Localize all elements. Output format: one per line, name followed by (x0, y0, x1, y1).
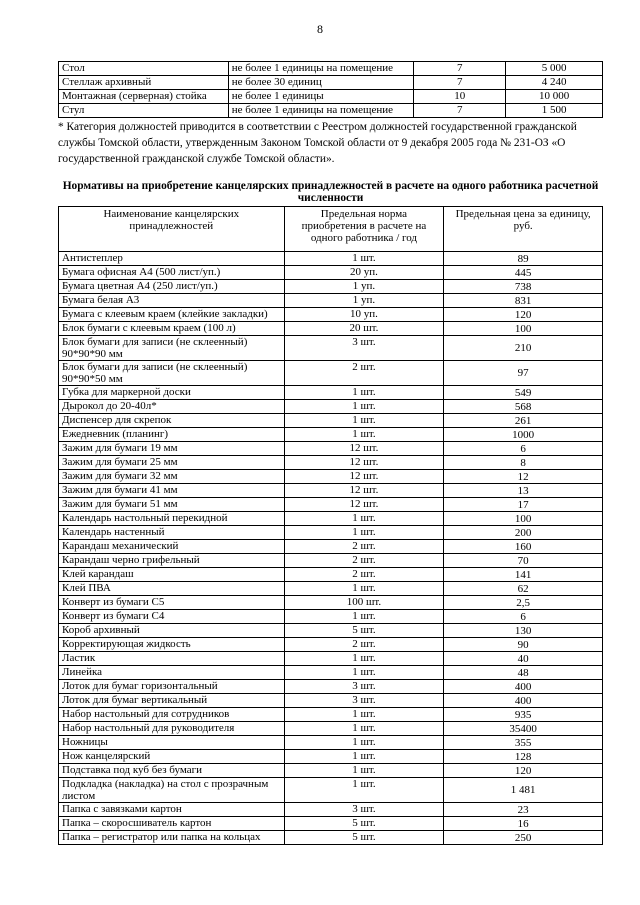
cell-years: 7 (414, 104, 506, 118)
cell-name: Зажим для бумаги 25 мм (59, 456, 285, 470)
cell-name: Дырокол до 20-40л* (59, 400, 285, 414)
cell-name: Бумага белая А3 (59, 294, 285, 308)
cell-name: Монтажная (серверная) стойка (59, 90, 229, 104)
cell-norm: не более 30 единиц (228, 76, 414, 90)
cell-norm: 2 шт. (284, 361, 444, 386)
table-row (59, 90, 603, 104)
cell-norm: 1 шт. (284, 526, 444, 540)
table-row (59, 336, 603, 361)
table-row (59, 322, 603, 336)
table-row (59, 764, 603, 778)
cell-norm: 2 шт. (284, 568, 444, 582)
cell-price: 97 (444, 361, 603, 386)
cell-price: 1 481 (444, 778, 603, 803)
table-row (59, 596, 603, 610)
cell-name: Подкладка (накладка) на стол с прозрачным листом (59, 778, 285, 803)
table-header-row (59, 207, 603, 252)
cell-norm: не более 1 единицы на помещение (228, 62, 414, 76)
cell-norm: не более 1 единицы на помещение (228, 104, 414, 118)
cell-name: Календарь настольный перекидной (59, 512, 285, 526)
cell-price: 210 (444, 336, 603, 361)
cell-name: Стеллаж архивный (59, 76, 229, 90)
cell-price: 4 240 (506, 76, 603, 90)
cell-price: 120 (444, 764, 603, 778)
cell-norm: 5 шт. (284, 831, 444, 845)
cell-norm: 12 шт. (284, 498, 444, 512)
cell-price: 261 (444, 414, 603, 428)
cell-price: 200 (444, 526, 603, 540)
cell-norm: 1 уп. (284, 280, 444, 294)
cell-name: Зажим для бумаги 19 мм (59, 442, 285, 456)
cell-name: Линейка (59, 666, 285, 680)
cell-price: 400 (444, 680, 603, 694)
cell-norm: 1 шт. (284, 400, 444, 414)
cell-name: Губка для маркерной доски (59, 386, 285, 400)
table-row (59, 76, 603, 90)
table-row (59, 62, 603, 76)
table-row (59, 722, 603, 736)
cell-price: 100 (444, 512, 603, 526)
cell-price: 130 (444, 624, 603, 638)
table-row (59, 280, 603, 294)
table-row (59, 652, 603, 666)
table-row (59, 666, 603, 680)
cell-name: Карандаш черно грифельный (59, 554, 285, 568)
table-row (59, 694, 603, 708)
cell-years: 7 (414, 62, 506, 76)
table-row (59, 554, 603, 568)
table-row (59, 308, 603, 322)
cell-norm: 1 шт. (284, 582, 444, 596)
cell-norm: 1 шт. (284, 252, 444, 266)
cell-price: 120 (444, 308, 603, 322)
cell-price: 6 (444, 610, 603, 624)
cell-name: Блок бумаги для записи (не склеенный) 90*90*90 мм (59, 336, 285, 361)
cell-name: Зажим для бумаги 51 мм (59, 498, 285, 512)
table-row (59, 104, 603, 118)
cell-norm: 100 шт. (284, 596, 444, 610)
cell-price: 8 (444, 456, 603, 470)
cell-price: 355 (444, 736, 603, 750)
cell-name: Антистеплер (59, 252, 285, 266)
cell-name: Зажим для бумаги 41 мм (59, 484, 285, 498)
cell-norm: 1 шт. (284, 708, 444, 722)
cell-name: Папка – скоросшиватель картон (59, 817, 285, 831)
cell-name: Ножницы (59, 736, 285, 750)
cell-name: Папка с завязками картон (59, 803, 285, 817)
cell-name: Лоток для бумаг вертикальный (59, 694, 285, 708)
stationery-table (58, 206, 603, 845)
cell-name: Набор настольный для руководителя (59, 722, 285, 736)
cell-price: 48 (444, 666, 603, 680)
table-row (59, 778, 603, 803)
cell-price: 10 000 (506, 90, 603, 104)
cell-norm: 5 шт. (284, 817, 444, 831)
cell-price: 160 (444, 540, 603, 554)
table-row (59, 708, 603, 722)
cell-price: 90 (444, 638, 603, 652)
cell-norm: не более 1 единицы (228, 90, 414, 104)
table-row (59, 526, 603, 540)
table-row (59, 540, 603, 554)
cell-price: 5 000 (506, 62, 603, 76)
cell-norm: 3 шт. (284, 803, 444, 817)
furniture-table (58, 61, 603, 118)
table-row (59, 817, 603, 831)
cell-name: Календарь настенный (59, 526, 285, 540)
cell-norm: 5 шт. (284, 624, 444, 638)
table-row (59, 568, 603, 582)
cell-name: Клей ПВА (59, 582, 285, 596)
cell-norm: 3 шт. (284, 694, 444, 708)
cell-norm: 1 шт. (284, 736, 444, 750)
cell-price: 40 (444, 652, 603, 666)
footnote: * Категория должностей приводится в соответствии с Реестром должностей государственной гражданской службы Томской области, утвержденным Законом Томской области от 9 декабря 2005 года № 231-ОЗ «О государственной гражданской службе Томской области». (58, 121, 577, 165)
cell-norm: 20 шт. (284, 322, 444, 336)
cell-years: 10 (414, 90, 506, 104)
table-row (59, 414, 603, 428)
cell-name: Конверт из бумаги С4 (59, 610, 285, 624)
cell-price: 12 (444, 470, 603, 484)
cell-norm: 1 шт. (284, 764, 444, 778)
cell-name: Зажим для бумаги 32 мм (59, 470, 285, 484)
cell-norm: 1 шт. (284, 652, 444, 666)
table-row (59, 400, 603, 414)
cell-norm: 20 уп. (284, 266, 444, 280)
cell-name: Бумага офисная А4 (500 лист/уп.) (59, 266, 285, 280)
table-row (59, 750, 603, 764)
cell-norm: 1 уп. (284, 294, 444, 308)
cell-price: 23 (444, 803, 603, 817)
cell-name: Набор настольный для сотрудников (59, 708, 285, 722)
cell-norm: 2 шт. (284, 638, 444, 652)
cell-norm: 1 шт. (284, 722, 444, 736)
cell-norm: 1 шт. (284, 750, 444, 764)
table-row (59, 512, 603, 526)
cell-price: 13 (444, 484, 603, 498)
cell-name: Лоток для бумаг горизонтальный (59, 680, 285, 694)
table-row (59, 252, 603, 266)
table-row (59, 442, 603, 456)
table-row (59, 803, 603, 817)
cell-norm: 3 шт. (284, 680, 444, 694)
cell-price: 70 (444, 554, 603, 568)
cell-norm: 1 шт. (284, 610, 444, 624)
cell-price: 17 (444, 498, 603, 512)
cell-price: 738 (444, 280, 603, 294)
cell-norm: 12 шт. (284, 484, 444, 498)
section-title: Нормативы на приобретение канцелярских принадлежностей в расчете на одного работника расчетной численности (62, 180, 599, 204)
cell-name: Нож канцелярский (59, 750, 285, 764)
cell-price: 16 (444, 817, 603, 831)
cell-price: 6 (444, 442, 603, 456)
cell-name: Диспенсер для скрепок (59, 414, 285, 428)
cell-norm: 3 шт. (284, 336, 444, 361)
cell-name: Конверт из бумаги С5 (59, 596, 285, 610)
header-name: Наименование канцелярских принадлежностей (59, 207, 285, 252)
cell-norm: 10 уп. (284, 308, 444, 322)
cell-name: Бумага цветная А4 (250 лист/уп.) (59, 280, 285, 294)
cell-norm: 12 шт. (284, 470, 444, 484)
cell-norm: 12 шт. (284, 456, 444, 470)
table-row (59, 624, 603, 638)
cell-name: Блок бумаги с клеевым краем (100 л) (59, 322, 285, 336)
table-row (59, 294, 603, 308)
cell-price: 128 (444, 750, 603, 764)
cell-price: 2,5 (444, 596, 603, 610)
cell-norm: 1 шт. (284, 778, 444, 803)
cell-price: 568 (444, 400, 603, 414)
cell-norm: 12 шт. (284, 442, 444, 456)
cell-price: 100 (444, 322, 603, 336)
cell-price: 250 (444, 831, 603, 845)
table-row (59, 470, 603, 484)
table-row (59, 428, 603, 442)
table-row (59, 484, 603, 498)
cell-price: 831 (444, 294, 603, 308)
table-row (59, 831, 603, 845)
cell-norm: 1 шт. (284, 414, 444, 428)
page-number: 8 (317, 22, 323, 36)
cell-price: 1 500 (506, 104, 603, 118)
cell-price: 141 (444, 568, 603, 582)
cell-name: Карандаш механический (59, 540, 285, 554)
cell-years: 7 (414, 76, 506, 90)
table-row (59, 498, 603, 512)
cell-norm: 1 шт. (284, 666, 444, 680)
cell-price: 935 (444, 708, 603, 722)
cell-name: Клей карандаш (59, 568, 285, 582)
header-price: Предельная цена за единицу, руб. (444, 207, 603, 252)
cell-name: Ластик (59, 652, 285, 666)
table-row (59, 638, 603, 652)
cell-name: Подставка под куб без бумаги (59, 764, 285, 778)
table-row (59, 680, 603, 694)
cell-name: Стол (59, 62, 229, 76)
cell-price: 62 (444, 582, 603, 596)
cell-price: 549 (444, 386, 603, 400)
cell-price: 1000 (444, 428, 603, 442)
table-row (59, 456, 603, 470)
header-norm: Предельная норма приобретения в расчете на одного работника / год (284, 207, 444, 252)
cell-price: 400 (444, 694, 603, 708)
table-row (59, 266, 603, 280)
table-row (59, 582, 603, 596)
cell-norm: 1 шт. (284, 512, 444, 526)
cell-name: Корректирующая жидкость (59, 638, 285, 652)
table-row (59, 736, 603, 750)
table-row (59, 361, 603, 386)
cell-price: 445 (444, 266, 603, 280)
cell-price: 35400 (444, 722, 603, 736)
cell-name: Блок бумаги для записи (не склеенный) 90*90*50 мм (59, 361, 285, 386)
cell-norm: 1 шт. (284, 386, 444, 400)
table-row (59, 610, 603, 624)
cell-name: Короб архивный (59, 624, 285, 638)
cell-price: 89 (444, 252, 603, 266)
cell-name: Бумага с клеевым краем (клейкие закладки) (59, 308, 285, 322)
cell-name: Папка – регистратор или папка на кольцах (59, 831, 285, 845)
cell-norm: 2 шт. (284, 540, 444, 554)
cell-name: Стул (59, 104, 229, 118)
cell-norm: 1 шт. (284, 428, 444, 442)
table-row (59, 386, 603, 400)
cell-norm: 2 шт. (284, 554, 444, 568)
cell-name: Ежедневник (планинг) (59, 428, 285, 442)
